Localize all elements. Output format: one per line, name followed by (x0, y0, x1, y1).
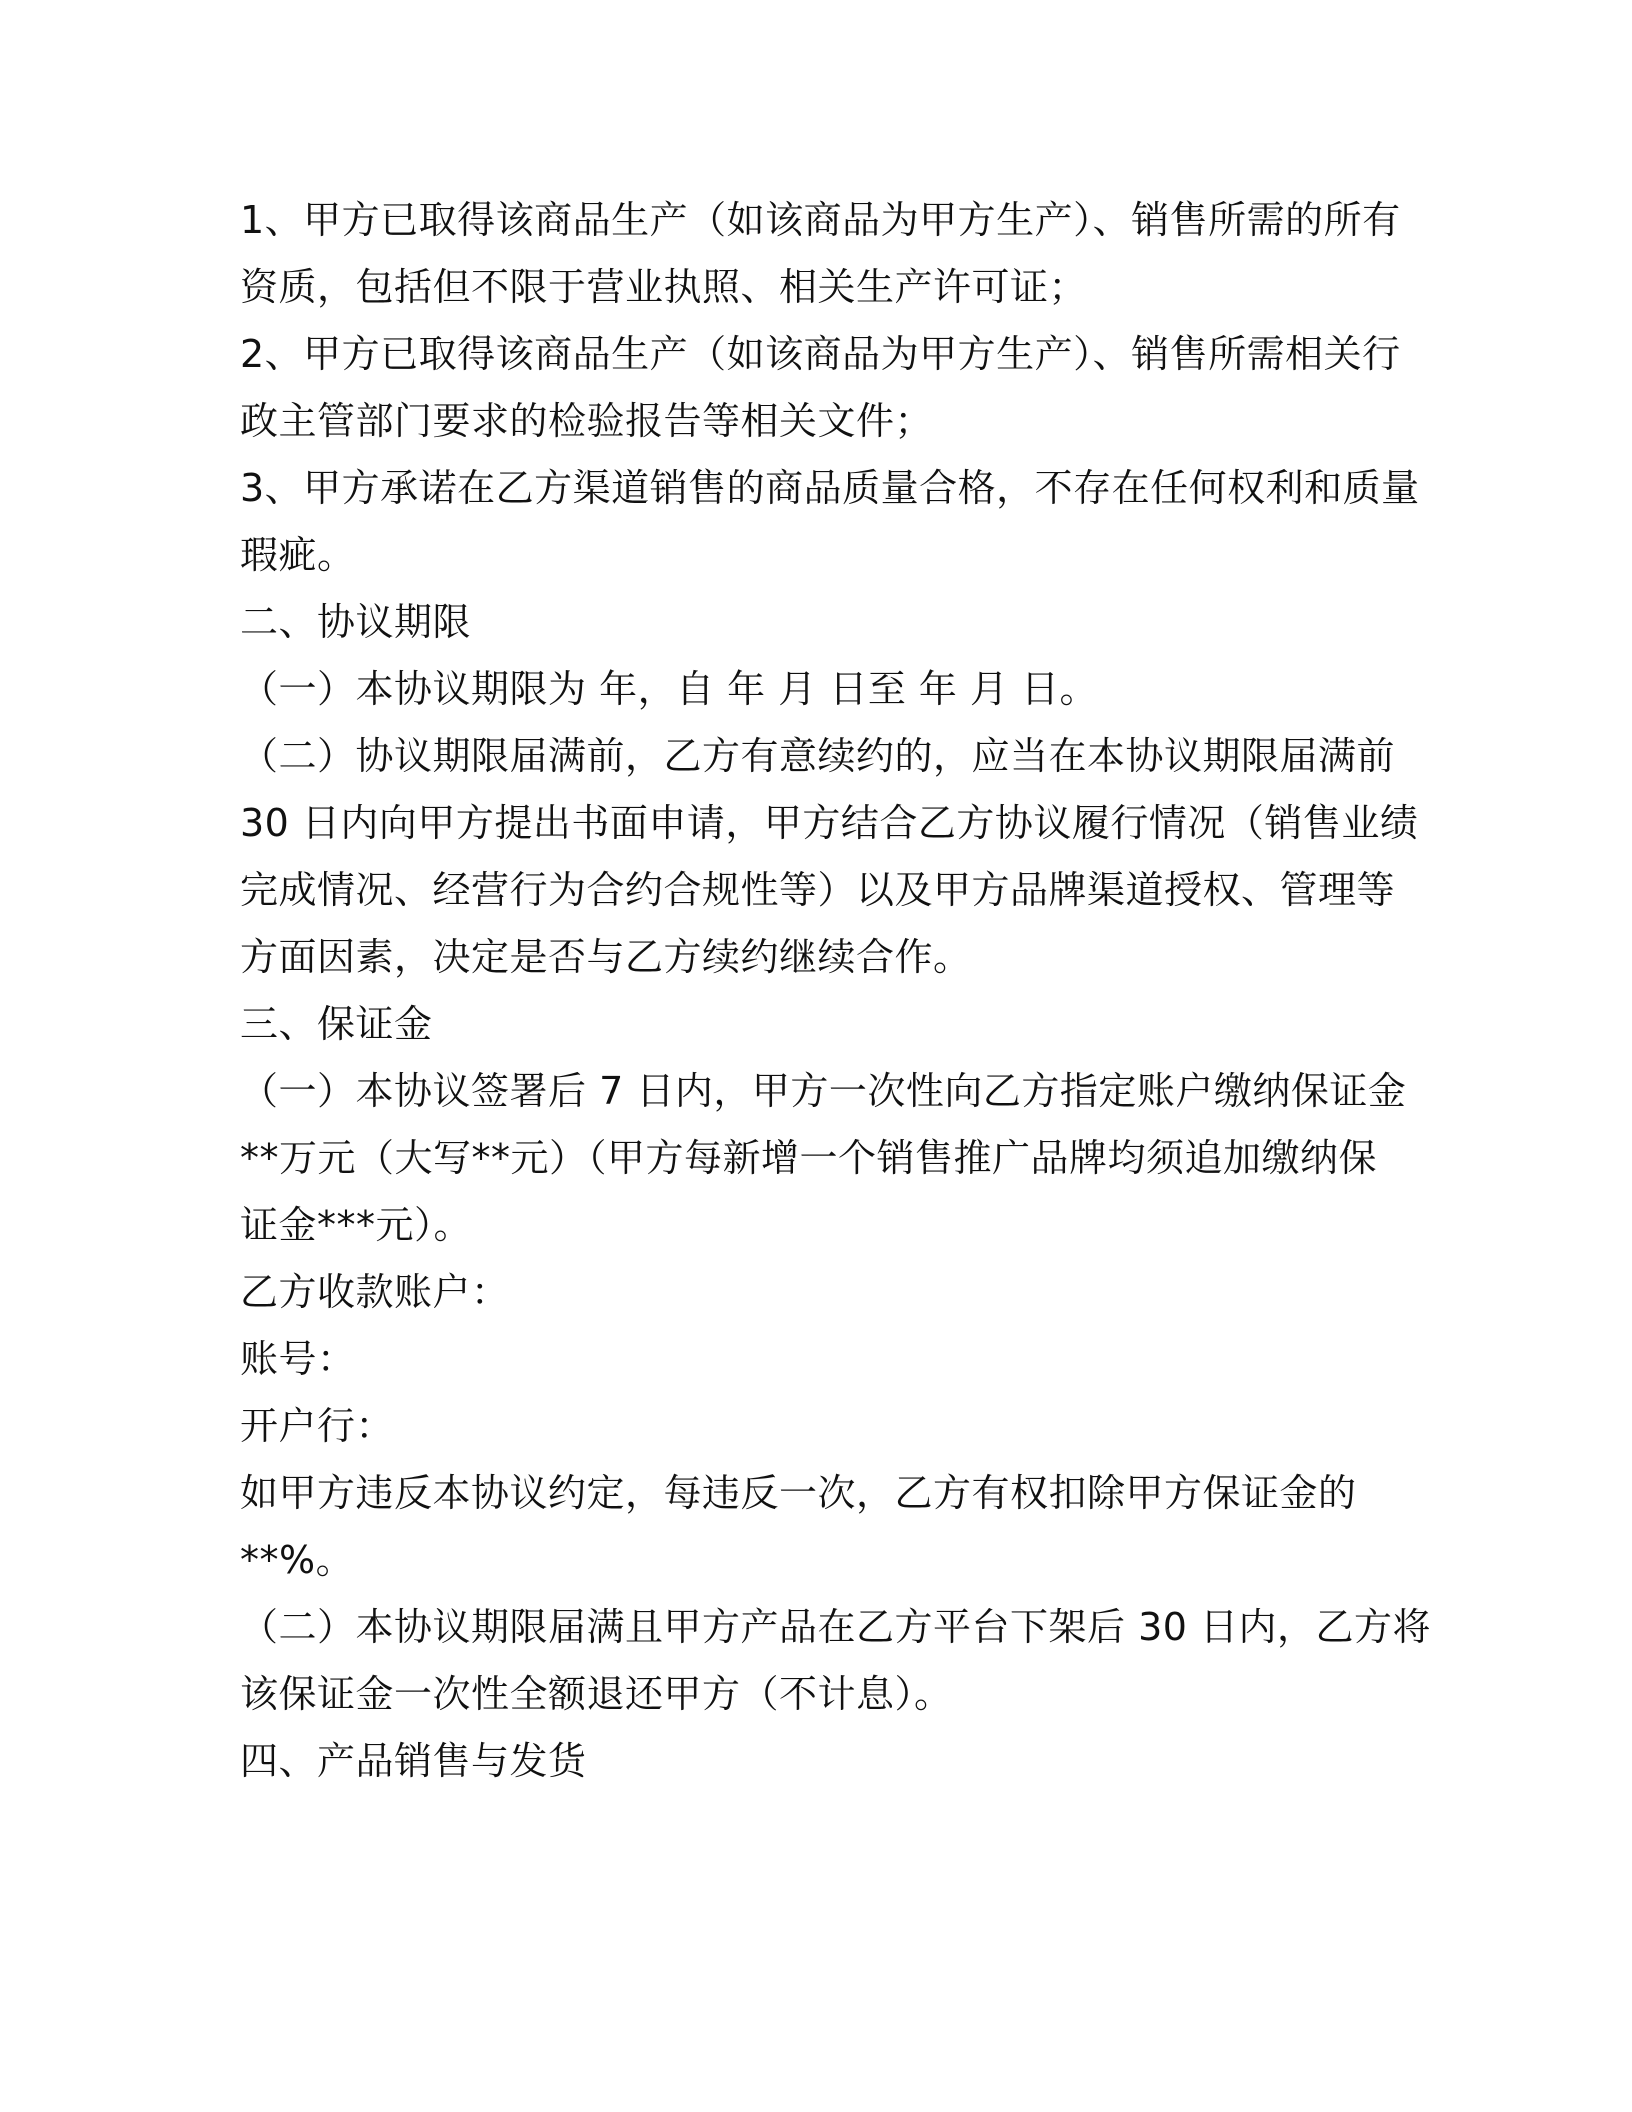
term-item-2-line-2: 30 日内向甲方提出书面申请，甲方结合乙方协议履行情况（销售业绩 (240, 801, 1419, 845)
violation-clause-line-1: 如甲方违反本协议约定，每违反一次，乙方有权扣除甲方保证金的 (240, 1471, 1357, 1515)
section-heading-deposit: 三、保证金 (240, 1002, 433, 1046)
clause-2-line-2: 政主管部门要求的检验报告等相关文件； (240, 399, 934, 443)
account-number-label: 账号： (240, 1337, 356, 1381)
term-item-2-line-1: （二）协议期限届满前，乙方有意续约的，应当在本协议期限届满前 (240, 734, 1396, 778)
term-item-2-line-3: 完成情况、经营行为合约合规性等）以及甲方品牌渠道授权、管理等 (240, 868, 1396, 912)
violation-clause-line-2: **%。 (240, 1538, 355, 1582)
deposit-item-2-line-1: （二）本协议期限届满且甲方产品在乙方平台下架后 30 日内，乙方将 (240, 1605, 1432, 1649)
term-item-2-line-4: 方面因素，决定是否与乙方续约继续合作。 (240, 935, 972, 979)
deposit-item-1-line-3: 证金***元）。 (240, 1203, 473, 1247)
section-heading-sales-shipping: 四、产品销售与发货 (240, 1739, 587, 1783)
clause-3-line-1: 3、甲方承诺在乙方渠道销售的商品质量合格，不存在任何权利和质量 (240, 466, 1420, 510)
receiving-account-label: 乙方收款账户： (240, 1270, 510, 1314)
bank-label: 开户行： (240, 1404, 395, 1448)
deposit-item-1-line-2: **万元（大写**元）（甲方每新增一个销售推广品牌均须追加缴纳保 (240, 1136, 1378, 1180)
section-heading-agreement-term: 二、协议期限 (240, 600, 472, 644)
document-body (240, 187, 1432, 1795)
clause-3-line-2: 瑕疵。 (240, 533, 356, 577)
deposit-item-2-line-2: 该保证金一次性全额退还甲方（不计息）。 (240, 1672, 953, 1716)
term-item-1: （一）本协议期限为 年，自 年 月 日至 年 月 日。 (240, 667, 1099, 711)
clause-2-line-1: 2、甲方已取得该商品生产（如该商品为甲方生产）、销售所需相关行 (240, 332, 1401, 376)
deposit-item-1-line-1: （一）本协议签署后 7 日内，甲方一次性向乙方指定账户缴纳保证金 (240, 1069, 1407, 1113)
clause-1-line-2: 资质，包括但不限于营业执照、相关生产许可证； (240, 265, 1088, 309)
clause-1-line-1: 1、甲方已取得该商品生产（如该商品为甲方生产）、销售所需的所有 (240, 198, 1401, 242)
